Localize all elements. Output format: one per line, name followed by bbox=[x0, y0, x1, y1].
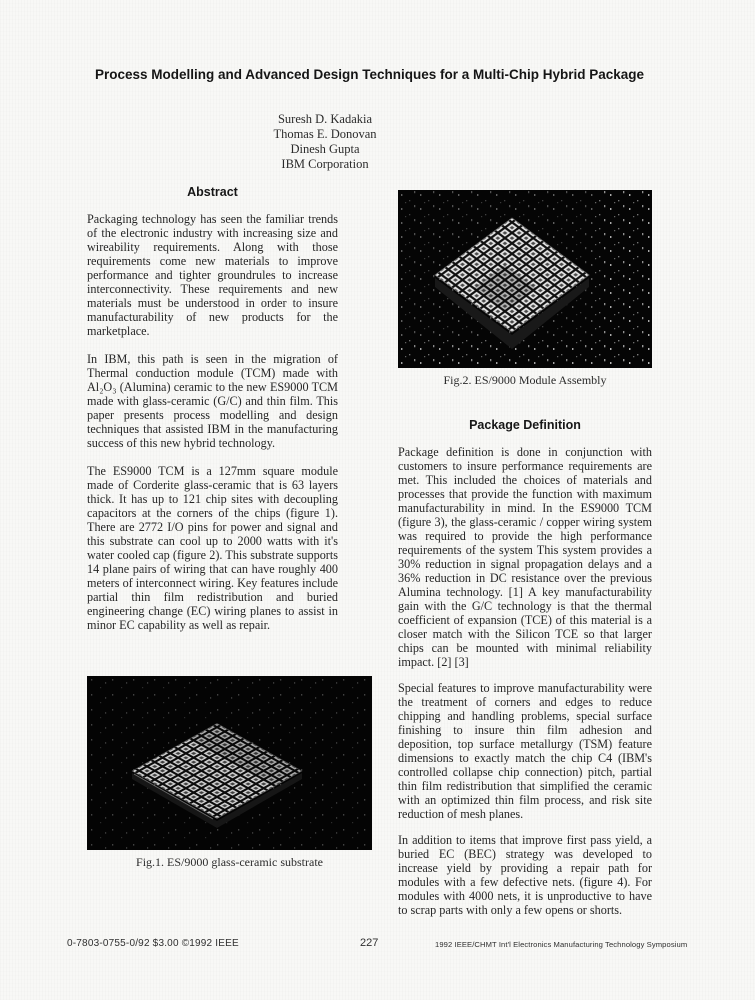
page-number: 227 bbox=[360, 937, 379, 949]
copyright-notice: 0-7803-0755-0/92 $3.00 ©1992 IEEE bbox=[67, 938, 239, 949]
abstract-paragraph-2: In IBM, this path is seen in the migration of Thermal conduction module (TCM) made with Al₂O₃ (Alumina) ceramic to the new ES9000 TCM made with glass-ceramic (G/C) and thin film. This paper presents process modelling and design techniques that assisted IBM in the manufacturing success of this new hybrid technology. bbox=[87, 352, 338, 450]
conference-name: 1992 IEEE/CHMT Int'l Electronics Manufacturing Technology Symposium bbox=[435, 940, 688, 949]
figure-2 bbox=[398, 190, 652, 388]
author-name: Thomas E. Donovan bbox=[273, 127, 377, 141]
author-name: Suresh D. Kadakia bbox=[277, 112, 373, 126]
fig1-caption: Fig.1. ES/9000 glass-ceramic substrate bbox=[136, 855, 323, 869]
header bbox=[87, 66, 652, 83]
abstract-paragraph-3: The ES9000 TCM is a 127mm square module made of Corderite glass-ceramic that is 63 layers thick. It has up to 121 chip sites with decoupling capacitors at the corners of the chips (figure 1). There are 2772 I/O pins for power and signal and this substrate can cool up to 2000 watts with it's water cooled cap (figure 2). This substrate supports 14 plane pairs of wiring that can have roughly 400 meters of interconnect wiring. Key features include partial thin film redistribution and buried engineering change (EC) wiring planes to assist in minor EC capability as well as repair. bbox=[87, 464, 338, 632]
package-paragraph-1: Package definition is done in conjunction with customers to insure performance requirements are met. This included the choices of materials and processes that provide the function with maximum manufacturability in mind. In the ES9000 TCM (figure 3), the glass-ceramic / copper wiring system was required to provide the high performance requirements of the system This system provides a 30% reduction in signal propagation delays and a 36% reduction in DC resistance over the previous Alumina technology. [1] A key manufacturability gain with the G/C technology is that the thermal coefficient of expansion (TCE) of this material is a closer match with the Silicon TCE so that larger chips can be mounted with minimal reliability impact. [2] [3] bbox=[398, 445, 652, 669]
page-footer bbox=[0, 936, 755, 956]
abstract-paragraph-1: Packaging technology has seen the familiar trends of the electronic industry with increasing size and wireability requirements. Along with those requirements come new materials to improve performance and tighter groundrules to increase interconnectivity. These requirements and new materials must be understood in order to insure manufacturability of new products for the marketplace. bbox=[87, 212, 338, 338]
figure-1 bbox=[87, 676, 372, 870]
package-paragraph-3: In addition to items that improve first pass yield, a buried EC (BEC) strategy was developed to increase yield by providing a repair path for modules with a few defective nets. (figure 4). For modules with 4000 nets, it is unproductive to have to scrap parts with only a few opens or shorts. bbox=[398, 833, 652, 917]
package-paragraph-2: Special features to improve manufacturability were the treatment of corners and edges to reduce chipping and handling problems, special surface finishing to insure thin film adhesion and deposition, top surface metallurgy (TSM) feature dimensions to exactly match the chip C4 (IBM's controlled collapse chip connection) pitch, partial thin film redistribution that simplified the ceramic with an optimized thin film process, and risk site reduction of mesh planes. bbox=[398, 681, 652, 821]
author-block bbox=[60, 112, 590, 172]
right-column bbox=[398, 190, 652, 929]
left-column bbox=[87, 185, 338, 870]
fig1-image bbox=[87, 676, 372, 850]
abstract-heading: Abstract bbox=[187, 185, 238, 199]
fig2-caption: Fig.2. ES/9000 Module Assembly bbox=[443, 373, 607, 387]
fig2-image bbox=[398, 190, 652, 368]
paper-title: Process Modelling and Advanced Design Techniques for a Multi-Chip Hybrid Package bbox=[94, 67, 645, 82]
package-definition-heading: Package Definition bbox=[469, 418, 581, 432]
author-affiliation: IBM Corporation bbox=[281, 157, 369, 171]
author-name: Dinesh Gupta bbox=[290, 142, 360, 156]
